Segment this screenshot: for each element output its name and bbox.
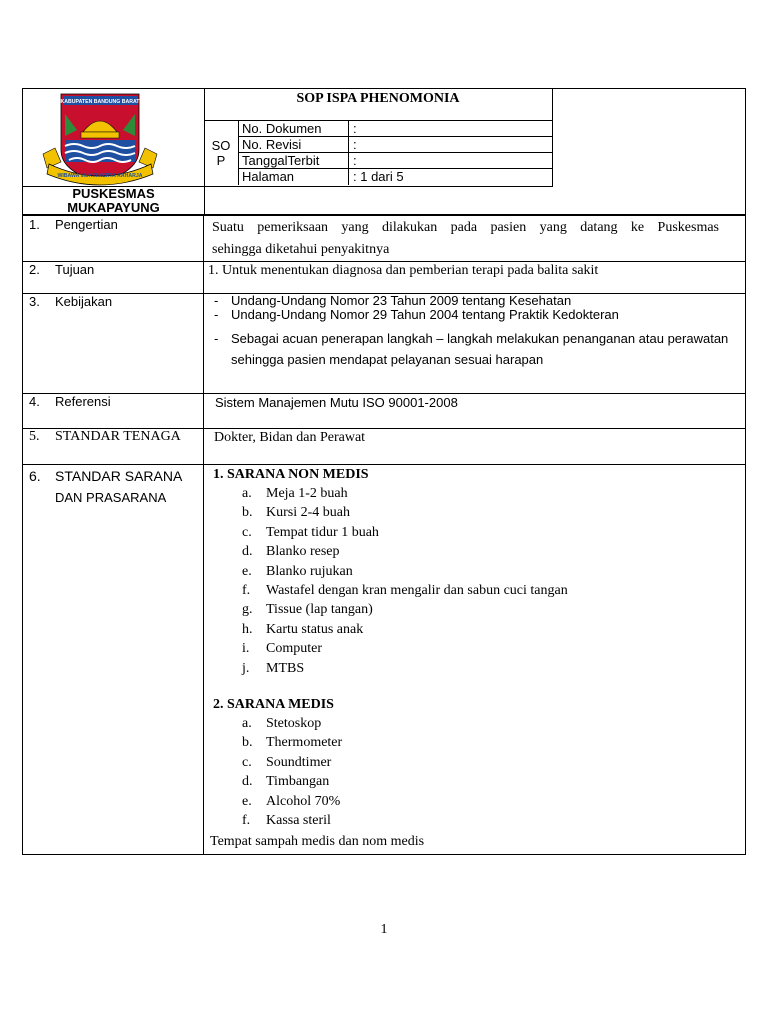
sop-label-line1: SO [211,138,231,153]
meta-row-revisi [238,137,552,153]
row-content-cell [204,465,746,855]
meta-row-tanggal-terbit [238,153,552,169]
sarana-non-medis-list [204,484,745,678]
row-number: 2. [29,262,40,277]
list-item: b. Thermometer [242,735,343,751]
meta-divider [348,153,349,169]
sop-label-line2: P [216,153,226,168]
meta-divider [348,169,349,185]
meta-label: No. Dokumen [242,121,322,136]
row-label: Referensi [55,394,111,409]
pengertian-line2: sehingga diketahui penyakitnya [212,242,390,257]
meta-label: No. Revisi [242,137,302,152]
list-item: i. Computer [242,641,322,657]
list-item: h. Kartu status anak [242,621,364,637]
meta-label: TanggalTerbit [242,153,320,168]
row-content-cell [204,262,746,294]
row-content-cell [204,429,746,465]
row-pengertian [23,216,746,262]
sop-label [204,121,239,185]
row-label: STANDAR TENAGA [55,429,181,444]
list-item: d. Timbangan [242,774,330,790]
list-item: a. Stetoskop [242,716,322,732]
meta-label: Halaman [242,169,295,184]
page-number: 1 [380,922,388,937]
meta-divider [348,137,349,153]
meta-divider [348,121,349,137]
list-item: c. Tempat tidur 1 buah [242,524,379,540]
sop-header [22,88,746,215]
row-label-cell [23,294,204,394]
title-and-meta-cell [204,89,553,187]
list-item: e. Blanko rujukan [242,563,353,579]
list-item: j. MTBS [242,660,305,676]
kebijakan-item: - Undang-Undang Nomor 29 Tahun 2004 tentang Praktik Kedokteran [204,308,745,322]
sop-content-table [22,215,746,855]
row-label-cell [23,429,204,465]
sarana-medis-title: 2. SARANA MEDIS [213,697,334,713]
meta-value: : [353,121,357,136]
meta-value: : 1 dari 5 [353,169,404,184]
kebijakan-item: - Undang-Undang Nomor 23 Tahun 2009 tentang Kesehatan [204,294,745,308]
sarana-medis-list [204,714,745,830]
meta-row-dokumen [238,121,552,137]
list-item: e. Alcohol 70% [242,793,341,809]
org-name-line1: PUSKESMAS [72,186,155,201]
regency-emblem-logo [41,92,159,187]
list-item: f. Kassa steril [242,813,331,829]
row-number: 3. [29,294,40,309]
row-content-cell [204,294,746,394]
row-number: 1. [29,217,40,232]
referensi-text: Sistem Manajemen Mutu ISO 90001-2008 [215,395,458,410]
row-label-cell [23,465,204,855]
row-label-cell [23,262,204,294]
row-label-cell [23,394,204,429]
tenaga-text: Dokter, Bidan dan Perawat [214,430,366,445]
row-number: 6. [29,468,41,484]
list-item: f. Wastafel dengan kran mengalir dan sabun cuci tangan [242,583,568,599]
row-label: Pengertian [55,217,118,232]
meta-row-halaman [238,169,552,185]
sop-title: SOP ISPA PHENOMONIA [204,89,552,121]
list-item: c. Soundtimer [242,754,332,770]
row-content-cell [204,216,746,262]
tujuan-text: 1. Untuk menentukan diagnosa dan pemberian terapi pada balita sakit [208,263,599,278]
row-content-cell [204,394,746,429]
logo-banner-text: KABUPATEN BANDUNG BARAT [60,99,140,105]
org-name-line2: MUKAPAYUNG [67,200,160,215]
kebijakan-item: - Sebagai acuan penerapan langkah – langkah melakukan penanganan atau perawatan sehingga pasien mendapat pelayanan sesuai harapan [204,328,745,370]
row-kebijakan [23,294,746,394]
row-tujuan [23,262,746,294]
kebijakan-list [204,294,745,370]
sarana-non-medis-title: 1. SARANA NON MEDIS [213,467,369,482]
row-standar-sarana [23,465,746,855]
row-label: STANDAR SARANA [55,468,183,484]
row-standar-tenaga [23,429,746,465]
row-label-line2: DAN PRASARANA [55,490,167,505]
row-number: 4. [29,394,40,409]
list-item: g. Tissue (lap tangan) [242,602,373,618]
meta-value: : [353,153,357,168]
sarana-footer-text: Tempat sampah medis dan nom medis [210,833,425,849]
row-referensi [23,394,746,429]
row-label: Tujuan [55,262,95,277]
row-label: Kebijakan [55,294,113,309]
meta-value: : [353,137,357,152]
list-item: a. Meja 1-2 buah [242,486,348,501]
logo-cell [23,89,205,215]
logo-cell-divider [23,186,204,187]
list-item: b. Kursi 2-4 buah [242,505,350,521]
row-number: 5. [29,429,40,444]
row-label-cell [23,216,204,262]
pengertian-line1: Suatu pemeriksaan yang dilakukan pada pasien yang datang ke Puskesmas [212,220,719,235]
logo-motto-text: WIBAWA MUKTI KERTA RAHARJA [57,173,143,179]
list-item: d. Blanko resep [242,544,340,560]
